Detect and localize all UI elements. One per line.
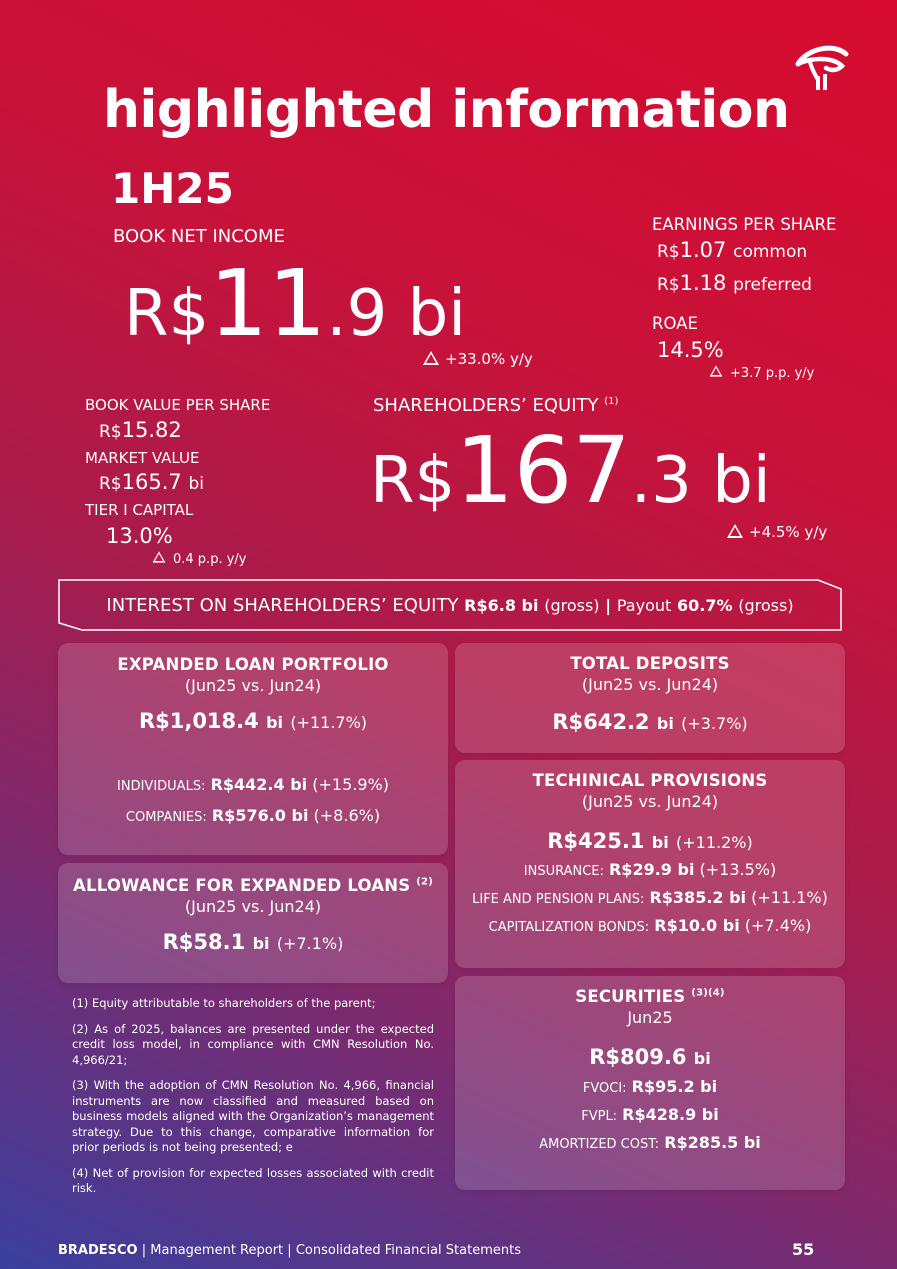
triangle-up-icon — [727, 524, 743, 538]
book-net-income-label: BOOK NET INCOME — [113, 226, 285, 247]
triangle-up-icon — [710, 365, 723, 376]
equity-label: SHAREHOLDERS’ EQUITY $^{(1)}$ — [373, 395, 619, 416]
triangle-up-icon — [153, 551, 166, 562]
provisions-title: TECHINICAL PROVISIONS — [532, 771, 768, 790]
allowance-title: ALLOWANCE FOR EXPANDED LOANS $^{(2)}$ — [73, 876, 433, 895]
securities-title: SECURITIES $^{(3)(4)}$ — [575, 987, 725, 1006]
eps-preferred: R$1.18 preferred — [657, 271, 812, 295]
provisions-life: LIFE AND PENSION PLANS: R$385.2 bi (+11.1%) — [472, 888, 828, 907]
roae-value: 14.5% — [657, 338, 724, 362]
roae-label: ROAE — [652, 314, 698, 333]
market-value-label: MARKET VALUE — [85, 449, 200, 467]
deposits-value: R$642.2 bi (+3.7%) — [552, 710, 748, 734]
book-net-income-value: R$11.9 bi — [124, 250, 467, 357]
securities-value: R$809.6 bi — [589, 1045, 711, 1069]
ioe-banner: INTEREST ON SHAREHOLDERS’ EQUITY R$6.8 bi (gross) | Payout 60.7% (gross) — [106, 594, 794, 616]
eps-label: EARNINGS PER SHARE — [652, 215, 837, 234]
book-value-per-share-value: R$15.82 — [99, 418, 182, 442]
securities-fvpl: FVPL: R$428.9 bi — [581, 1105, 719, 1124]
tier1-value: 13.0% — [106, 524, 173, 548]
page-number: 55 — [792, 1240, 815, 1259]
provisions-subtitle: (Jun25 vs. Jun24) — [581, 792, 719, 811]
deposits-subtitle: (Jun25 vs. Jun24) — [581, 675, 719, 694]
securities-fvoci: FVOCI: R$95.2 bi — [582, 1077, 718, 1096]
deposits-card — [455, 643, 845, 753]
footnote-1: (1) Equity attributable to shareholders of the parent; — [72, 996, 376, 1010]
loan-portfolio-subtitle: (Jun25 vs. Jun24) — [184, 676, 322, 695]
equity-delta: +4.5% y/y — [727, 523, 827, 541]
footnote-3: (3) With the adoption of CMN Resolution No. 4,966, financial instruments are now classified and measured based on business models aligned with the Organization’s management strategy. Due to this change, comparative information for prior periods is not being presented; e — [72, 1078, 434, 1155]
allowance-subtitle: (Jun25 vs. Jun24) — [184, 897, 322, 916]
footnotes — [72, 996, 434, 1207]
roae-delta: +3.7 p.p. y/y — [708, 364, 814, 381]
securities-amortized: AMORTIZED COST: R$285.5 bi — [539, 1133, 761, 1152]
loan-companies: COMPANIES: R$576.0 bi (+8.6%) — [125, 806, 381, 825]
market-value-value: R$165.7 bi — [99, 470, 204, 494]
triangle-up-icon — [423, 351, 439, 365]
provisions-value: R$425.1 bi (+11.2%) — [547, 829, 753, 853]
tier1-label: TIER I CAPITAL — [85, 501, 194, 519]
book-net-income-delta: +33.0% y/y — [423, 350, 533, 368]
allowance-value: R$58.1 bi (+7.1%) — [162, 930, 344, 954]
tier1-delta: 0.4 p.p. y/y — [151, 550, 246, 567]
securities-subtitle: Jun25 — [627, 1008, 673, 1027]
provisions-insurance: INSURANCE: R$29.9 bi (+13.5%) — [523, 860, 777, 879]
provisions-card — [455, 760, 845, 968]
book-value-per-share-label: BOOK VALUE PER SHARE — [85, 396, 271, 414]
bradesco-tree-icon — [792, 40, 850, 92]
loan-portfolio-card — [58, 643, 448, 855]
loan-portfolio-value: R$1,018.4 bi (+11.7%) — [138, 709, 368, 733]
provisions-capitalization: CAPITALIZATION BONDS: R$10.0 bi (+7.4%) — [488, 916, 812, 935]
period-label: 1H25 — [111, 164, 234, 213]
securities-card — [455, 976, 845, 1190]
eps-common: R$1.07 common — [657, 238, 808, 262]
loan-portfolio-title: EXPANDED LOAN PORTFOLIO — [117, 655, 389, 674]
page-title: highlighted information — [103, 80, 790, 140]
footnote-4: (4) Net of provision for expected losses associated with credit risk. — [72, 1165, 434, 1196]
allowance-card — [58, 863, 448, 983]
footer: BRADESCO | Management Report | Consolidated Financial Statements — [58, 1243, 521, 1258]
loan-individuals: INDIVIDUALS: R$442.4 bi (+15.9%) — [117, 775, 389, 794]
deposits-title: TOTAL DEPOSITS — [570, 654, 730, 673]
equity-value: R$167.3 bi — [370, 417, 771, 524]
footnote-2: (2) As of 2025, balances are presented under the expected credit loss model, in compliance with CMN Resolution No. 4,966/21; — [72, 1021, 434, 1067]
